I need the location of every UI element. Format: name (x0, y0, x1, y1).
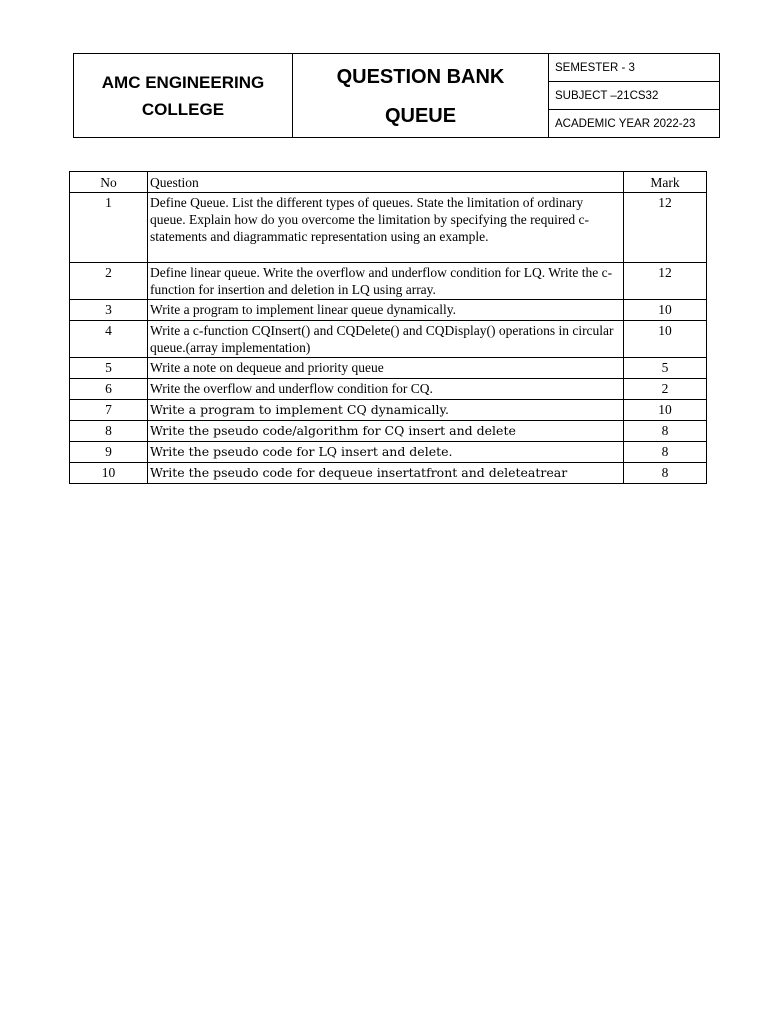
question-mark: 10 (624, 400, 707, 421)
question-no: 8 (70, 421, 148, 442)
question-mark: 12 (624, 263, 707, 300)
question-mark: 12 (624, 193, 707, 263)
title-question-bank: QUESTION BANK (336, 65, 505, 88)
table-row (70, 300, 707, 321)
question-no: 2 (70, 263, 148, 300)
header-no: No (70, 172, 148, 193)
question-text: Define linear queue. Write the overflow and underflow condition for LQ. Write the c-function for insertion and deletion in LQ using array. (148, 263, 624, 300)
question-mark: 8 (624, 463, 707, 484)
question-no: 9 (70, 442, 148, 463)
question-text: Write a program to implement linear queue dynamically. (148, 300, 624, 321)
question-no: 5 (70, 358, 148, 379)
question-no: 4 (70, 321, 148, 358)
table-row (70, 379, 707, 400)
document-title (293, 54, 549, 138)
table-row (70, 442, 707, 463)
question-mark: 10 (624, 321, 707, 358)
title-topic: QUEUE (384, 104, 457, 127)
question-text: Write a program to implement CQ dynamically. (148, 400, 624, 421)
question-text: Write the overflow and underflow condition for CQ. (148, 379, 624, 400)
question-mark: 2 (624, 379, 707, 400)
header-question: Question (148, 172, 624, 193)
college-name (74, 54, 293, 138)
question-no: 10 (70, 463, 148, 484)
question-mark: 5 (624, 358, 707, 379)
question-text: Write a note on dequeue and priority queue (148, 358, 624, 379)
college-name-line2: COLLEGE (141, 99, 225, 119)
question-text: Define Queue. List the different types of queues. State the limitation of ordinary queue. Explain how do you overcome the limitation by specifying the required c-statements and diagrammatic representation using an example. (148, 193, 624, 263)
table-row (70, 358, 707, 379)
table-row (70, 400, 707, 421)
header-table (73, 53, 720, 138)
table-row (70, 321, 707, 358)
question-table (69, 171, 707, 484)
question-text: Write the pseudo code for dequeue insertatfront and deleteatrear (148, 463, 624, 484)
header-mark: Mark (624, 172, 707, 193)
table-row (70, 193, 707, 263)
question-mark: 10 (624, 300, 707, 321)
subject-cell: SUBJECT –21CS32 (549, 82, 720, 110)
semester-cell: SEMESTER - 3 (549, 54, 720, 82)
academic-year-cell: ACADEMIC YEAR 2022-23 (549, 110, 720, 138)
question-mark: 8 (624, 421, 707, 442)
question-no: 1 (70, 193, 148, 263)
question-no: 3 (70, 300, 148, 321)
question-text: Write a c-function CQInsert() and CQDelete() and CQDisplay() operations in circular queue.(array implementation) (148, 321, 624, 358)
table-row (70, 463, 707, 484)
table-header-row (70, 172, 707, 193)
table-row (70, 421, 707, 442)
question-no: 6 (70, 379, 148, 400)
college-name-line1: AMC ENGINEERING (101, 72, 265, 92)
question-mark: 8 (624, 442, 707, 463)
table-row (70, 263, 707, 300)
question-no: 7 (70, 400, 148, 421)
question-text: Write the pseudo code for LQ insert and delete. (148, 442, 624, 463)
question-text: Write the pseudo code/algorithm for CQ insert and delete (148, 421, 624, 442)
